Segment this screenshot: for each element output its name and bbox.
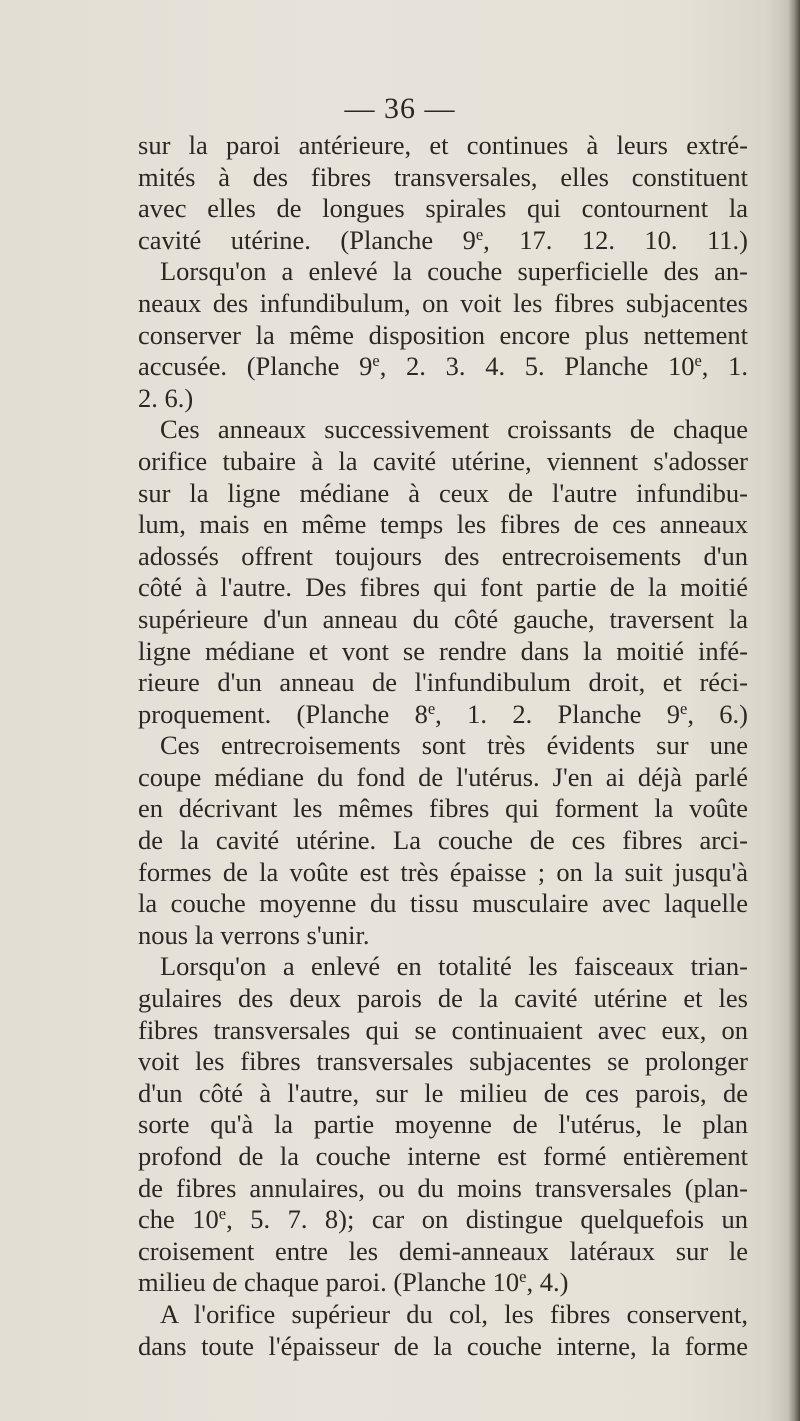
superscript: e xyxy=(427,698,436,718)
text-line xyxy=(138,667,748,699)
text-segment: nous la verrons s'unir. xyxy=(138,919,370,950)
text-segment: profond de la couche interne est formé entièrement xyxy=(138,1141,748,1171)
text-segment: accusée. (Planche 9 xyxy=(138,351,373,382)
text-line xyxy=(138,825,748,857)
text-line xyxy=(138,1173,748,1205)
text-line xyxy=(138,636,748,668)
superscript: e xyxy=(475,224,484,244)
text-line xyxy=(138,857,748,889)
superscript: e xyxy=(680,698,688,718)
text-line xyxy=(138,1015,748,1047)
text-segment: , 4.) xyxy=(526,1267,569,1298)
text-line xyxy=(138,762,748,794)
text-segment: en décrivant les mêmes fibres qui forment la voûte xyxy=(138,793,748,824)
text-line xyxy=(138,793,748,825)
text-line xyxy=(138,162,748,194)
text-segment: de la cavité utérine. La couche de ces fibres arci- xyxy=(138,825,748,856)
text-segment: Lorsqu'on a enlevé en totalité les faisceaux trian- xyxy=(160,951,748,982)
text-line xyxy=(138,1236,748,1268)
text-line xyxy=(138,414,748,446)
text-segment: milieu de chaque paroi. (Planche 10 xyxy=(138,1267,520,1298)
text-line xyxy=(138,604,748,636)
text-segment: Ces anneaux successivement croissants de chaque xyxy=(160,414,748,445)
text-segment: avec elles de longues spirales qui contournent la xyxy=(138,193,748,224)
text-segment: che 10 xyxy=(138,1204,219,1235)
text-segment: sur la paroi antérieure, et continues à leurs extré- xyxy=(138,130,748,160)
text-line xyxy=(138,1299,748,1331)
text-line xyxy=(138,1204,748,1236)
text-segment: , 5. 7. 8); car on distingue quelquefois un xyxy=(226,1204,748,1235)
text-segment: voit les fibres transversales subjacentes se prolonger xyxy=(138,1046,748,1077)
text-segment: Ces entrecroisements sont très évidents sur une xyxy=(160,730,748,761)
text-segment: supérieure d'un anneau du côté gauche, traversent la xyxy=(138,603,748,634)
text-line xyxy=(138,888,748,920)
text-line xyxy=(138,572,748,604)
superscript: e xyxy=(372,351,380,371)
text-segment: rieure d'un anneau de l'infundibulum droit, et réci- xyxy=(138,667,748,698)
text-segment: orifice tubaire à la cavité utérine, viennent s'adosser xyxy=(138,445,748,476)
text-segment: , 1. xyxy=(701,351,748,382)
text-line xyxy=(138,509,748,541)
text-line xyxy=(138,1141,748,1173)
text-segment: A l'orifice supérieur du col, les fibres conservent, xyxy=(160,1298,748,1329)
text-segment: adossés offrent toujours des entrecroisements d'un xyxy=(138,540,748,571)
text-segment: conserver la même disposition encore plus nettement xyxy=(138,319,748,350)
text-line xyxy=(138,478,748,510)
text-segment: , 2. 3. 4. 5. Planche 10 xyxy=(379,351,695,382)
text-line xyxy=(138,1331,748,1363)
text-segment: croisement entre les demi-anneaux latéraux sur le xyxy=(138,1235,748,1266)
text-line xyxy=(138,699,748,731)
text-line xyxy=(138,288,748,320)
text-segment: neaux des infundibulum, on voit les fibres subjacentes xyxy=(138,287,748,318)
text-segment: de fibres annulaires, ou du moins transversales (plan- xyxy=(138,1172,748,1203)
text-line xyxy=(138,1267,748,1299)
text-line xyxy=(138,383,748,415)
text-segment: d'un côté à l'autre, sur le milieu de ces parois, de xyxy=(138,1077,748,1108)
text-segment: cavité utérine. (Planche 9 xyxy=(138,224,476,255)
text-segment: 2. 6.) xyxy=(138,382,194,413)
body-text xyxy=(138,130,748,1362)
text-line xyxy=(138,256,748,288)
text-line xyxy=(138,1109,748,1141)
text-line xyxy=(138,351,748,383)
text-segment: sur la ligne médiane à ceux de l'autre infundibu- xyxy=(138,477,748,508)
text-line xyxy=(138,730,748,762)
text-segment: dans toute l'épaisseur de la couche interne, la forme xyxy=(138,1330,748,1361)
page-binding-shadow xyxy=(788,0,800,1421)
text-segment: proquement. (Planche 8 xyxy=(138,698,428,729)
text-line xyxy=(138,446,748,478)
text-line xyxy=(138,920,748,952)
superscript: e xyxy=(218,1204,227,1224)
text-segment: gulaires des deux parois de la cavité utérine et les xyxy=(138,983,748,1014)
text-line xyxy=(138,193,748,225)
text-line xyxy=(138,1078,748,1110)
text-line xyxy=(138,320,748,352)
text-segment: lum, mais en même temps les fibres de ces anneaux xyxy=(138,509,748,540)
superscript: e xyxy=(694,351,702,371)
text-segment: coupe médiane du fond de l'utérus. J'en ai déjà parlé xyxy=(138,761,748,792)
text-segment: , 17. 12. 10. 11.) xyxy=(483,224,748,255)
text-segment: côté à l'autre. Des fibres qui font partie de la moitié xyxy=(138,572,748,603)
text-segment: sorte qu'à la partie moyenne de l'utérus, le plan xyxy=(138,1109,748,1140)
text-segment: , 1. 2. Planche 9 xyxy=(435,698,681,729)
text-segment: mités à des fibres transversales, elles constituent xyxy=(138,161,748,192)
text-line xyxy=(138,951,748,983)
text-line xyxy=(138,541,748,573)
text-segment: , 6.) xyxy=(687,698,748,729)
text-line xyxy=(138,1046,748,1078)
text-line xyxy=(138,130,748,162)
text-segment: Lorsqu'on a enlevé la couche superficielle des an- xyxy=(160,256,748,287)
text-segment: ligne médiane et vont se rendre dans la moitié infé- xyxy=(138,635,748,666)
text-segment: formes de la voûte est très épaisse ; on la suit jusqu'à xyxy=(138,856,748,887)
page-number: — 36 — xyxy=(344,92,456,125)
text-segment: la couche moyenne du tissu musculaire avec laquelle xyxy=(138,888,748,919)
superscript: e xyxy=(519,1267,527,1287)
text-segment: fibres transversales qui se continuaient avec eux, on xyxy=(138,1014,748,1045)
text-line xyxy=(138,225,748,257)
text-line xyxy=(138,983,748,1015)
